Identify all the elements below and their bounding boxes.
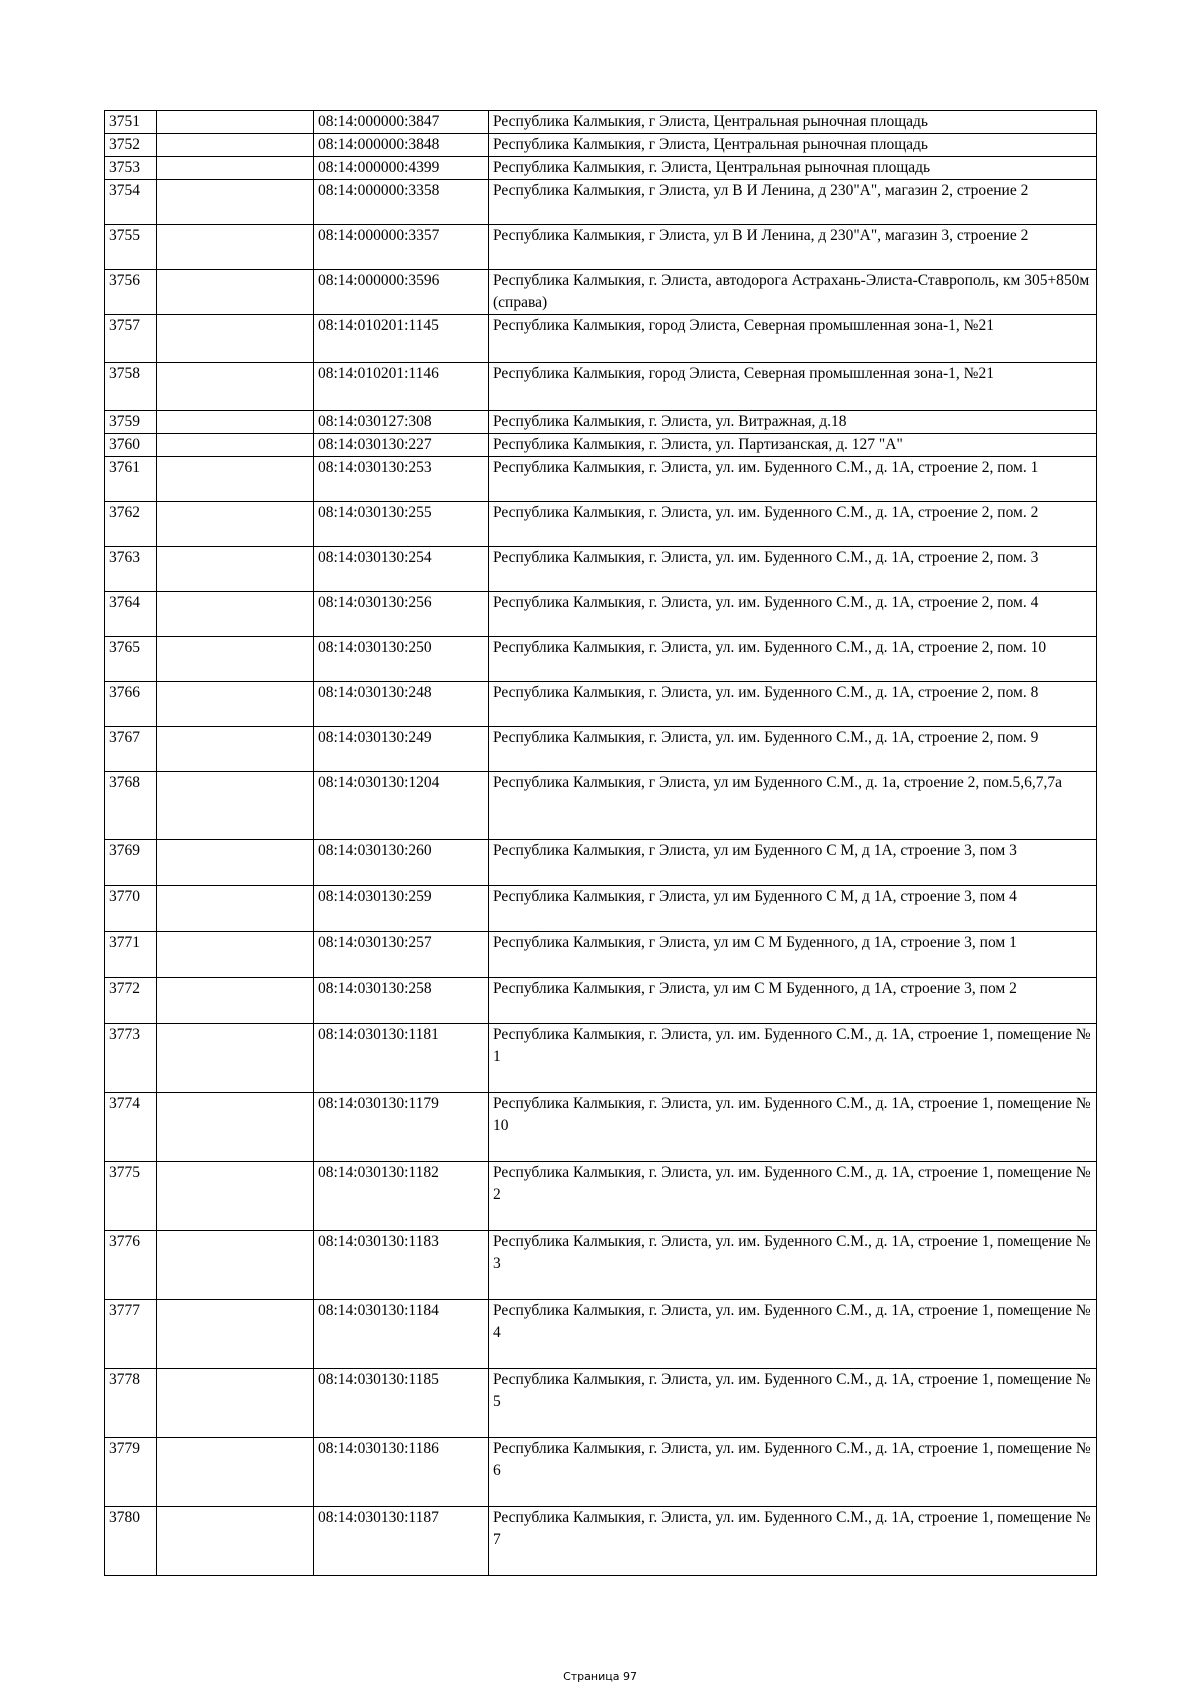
table-row [105, 134, 1097, 157]
address-cell: Республика Калмыкия, г Элиста, ул им Буденного С М, д 1А, строение 3, пом 4 [489, 886, 1097, 932]
empty-cell [157, 1093, 314, 1162]
cadastral-number-cell: 08:14:010201:1145 [314, 315, 489, 363]
address-cell: Республика Калмыкия, г Элиста, ул В И Ленина, д 230"А", магазин 2, строение 2 [489, 180, 1097, 225]
table-row [105, 1438, 1097, 1507]
address-cell: Республика Калмыкия, г. Элиста, ул. им. Буденного С.М., д. 1А, строение 2, пом. 1 [489, 457, 1097, 502]
row-number-cell: 3771 [105, 932, 157, 978]
empty-cell [157, 772, 314, 840]
empty-cell [157, 111, 314, 134]
empty-cell [157, 1438, 314, 1507]
empty-cell [157, 1369, 314, 1438]
row-number-cell: 3758 [105, 363, 157, 411]
table-row [105, 772, 1097, 840]
row-number-cell: 3777 [105, 1300, 157, 1369]
cadastral-number-cell: 08:14:030130:260 [314, 840, 489, 886]
empty-cell [157, 978, 314, 1024]
table-row [105, 592, 1097, 637]
cadastral-number-cell: 08:14:030130:1182 [314, 1162, 489, 1231]
address-cell: Республика Калмыкия, г. Элиста, Центральная рыночная площадь [489, 157, 1097, 180]
row-number-cell: 3753 [105, 157, 157, 180]
empty-cell [157, 157, 314, 180]
address-cell: Республика Калмыкия, г Элиста, ул В И Ленина, д 230"А", магазин 3, строение 2 [489, 225, 1097, 270]
row-number-cell: 3779 [105, 1438, 157, 1507]
address-cell: Республика Калмыкия, г. Элиста, ул. им. Буденного С.М., д. 1А, строение 1, помещение № 5 [489, 1369, 1097, 1438]
row-number-cell: 3775 [105, 1162, 157, 1231]
cadastral-number-cell: 08:14:030130:1186 [314, 1438, 489, 1507]
table-row [105, 637, 1097, 682]
cadastral-number-cell: 08:14:000000:3847 [314, 111, 489, 134]
table-row [105, 727, 1097, 772]
empty-cell [157, 840, 314, 886]
table-row [105, 225, 1097, 270]
address-cell: Республика Калмыкия, г. Элиста, автодорога Астрахань-Элиста-Ставрополь, км 305+850м (справа) [489, 270, 1097, 315]
empty-cell [157, 547, 314, 592]
cadastral-number-cell: 08:14:030130:1184 [314, 1300, 489, 1369]
empty-cell [157, 411, 314, 434]
empty-cell [157, 225, 314, 270]
row-number-cell: 3765 [105, 637, 157, 682]
row-number-cell: 3759 [105, 411, 157, 434]
table-row [105, 180, 1097, 225]
cadastral-number-cell: 08:14:030130:259 [314, 886, 489, 932]
table-row [105, 886, 1097, 932]
empty-cell [157, 270, 314, 315]
address-cell: Республика Калмыкия, г. Элиста, ул. им. Буденного С.М., д. 1А, строение 1, помещение № 2 [489, 1162, 1097, 1231]
row-number-cell: 3770 [105, 886, 157, 932]
empty-cell [157, 1162, 314, 1231]
cadastral-number-cell: 08:14:030130:1185 [314, 1369, 489, 1438]
address-cell: Республика Калмыкия, г. Элиста, ул. им. Буденного С.М., д. 1А, строение 2, пом. 2 [489, 502, 1097, 547]
table-row [105, 1300, 1097, 1369]
row-number-cell: 3752 [105, 134, 157, 157]
address-cell: Республика Калмыкия, г Элиста, Центральная рыночная площадь [489, 111, 1097, 134]
row-number-cell: 3773 [105, 1024, 157, 1093]
cadastral-number-cell: 08:14:030127:308 [314, 411, 489, 434]
row-number-cell: 3763 [105, 547, 157, 592]
empty-cell [157, 932, 314, 978]
row-number-cell: 3762 [105, 502, 157, 547]
table-row [105, 932, 1097, 978]
property-table [104, 110, 1097, 1576]
table-row [105, 363, 1097, 411]
cadastral-number-cell: 08:14:030130:1187 [314, 1507, 489, 1576]
address-cell: Республика Калмыкия, г. Элиста, ул. им. Буденного С.М., д. 1А, строение 1, помещение № 7 [489, 1507, 1097, 1576]
row-number-cell: 3774 [105, 1093, 157, 1162]
row-number-cell: 3769 [105, 840, 157, 886]
cadastral-number-cell: 08:14:000000:3357 [314, 225, 489, 270]
empty-cell [157, 134, 314, 157]
cadastral-number-cell: 08:14:030130:250 [314, 637, 489, 682]
cadastral-number-cell: 08:14:030130:256 [314, 592, 489, 637]
empty-cell [157, 637, 314, 682]
empty-cell [157, 1507, 314, 1576]
empty-cell [157, 434, 314, 457]
address-cell: Республика Калмыкия, г. Элиста, ул. им. Буденного С.М., д. 1А, строение 2, пом. 10 [489, 637, 1097, 682]
address-cell: Республика Калмыкия, г. Элиста, ул. им. Буденного С.М., д. 1А, строение 1, помещение № 10 [489, 1093, 1097, 1162]
address-cell: Республика Калмыкия, г Элиста, ул им С М Буденного, д 1А, строение 3, пом 2 [489, 978, 1097, 1024]
row-number-cell: 3754 [105, 180, 157, 225]
table-row [105, 434, 1097, 457]
table-row [105, 1369, 1097, 1438]
empty-cell [157, 363, 314, 411]
address-cell: Республика Калмыкия, город Элиста, Северная промышленная зона-1, №21 [489, 315, 1097, 363]
address-cell: Республика Калмыкия, г. Элиста, ул. им. Буденного С.М., д. 1А, строение 1, помещение № 3 [489, 1231, 1097, 1300]
cadastral-number-cell: 08:14:000000:4399 [314, 157, 489, 180]
address-cell: Республика Калмыкия, г. Элиста, ул. им. Буденного С.М., д. 1А, строение 1, помещение № 4 [489, 1300, 1097, 1369]
table-row [105, 978, 1097, 1024]
table-row [105, 547, 1097, 592]
row-number-cell: 3772 [105, 978, 157, 1024]
row-number-cell: 3767 [105, 727, 157, 772]
table-row [105, 1507, 1097, 1576]
empty-cell [157, 315, 314, 363]
cadastral-number-cell: 08:14:000000:3596 [314, 270, 489, 315]
empty-cell [157, 886, 314, 932]
address-cell: Республика Калмыкия, г. Элиста, ул. им. Буденного С.М., д. 1А, строение 2, пом. 3 [489, 547, 1097, 592]
cadastral-number-cell: 08:14:030130:1204 [314, 772, 489, 840]
table-row [105, 411, 1097, 434]
row-number-cell: 3768 [105, 772, 157, 840]
cadastral-number-cell: 08:14:030130:227 [314, 434, 489, 457]
cadastral-number-cell: 08:14:030130:258 [314, 978, 489, 1024]
table-row [105, 840, 1097, 886]
empty-cell [157, 502, 314, 547]
table-row [105, 1093, 1097, 1162]
address-cell: Республика Калмыкия, г Элиста, ул им С М Буденного, д 1А, строение 3, пом 1 [489, 932, 1097, 978]
row-number-cell: 3756 [105, 270, 157, 315]
address-cell: Республика Калмыкия, г. Элиста, ул. им. Буденного С.М., д. 1А, строение 2, пом. 4 [489, 592, 1097, 637]
address-cell: Республика Калмыкия, г. Элиста, ул. им. Буденного С.М., д. 1А, строение 2, пом. 9 [489, 727, 1097, 772]
row-number-cell: 3751 [105, 111, 157, 134]
table-row [105, 457, 1097, 502]
cadastral-number-cell: 08:14:030130:248 [314, 682, 489, 727]
cadastral-number-cell: 08:14:030130:1179 [314, 1093, 489, 1162]
cadastral-number-cell: 08:14:030130:253 [314, 457, 489, 502]
cadastral-number-cell: 08:14:000000:3848 [314, 134, 489, 157]
cadastral-number-cell: 08:14:030130:255 [314, 502, 489, 547]
row-number-cell: 3778 [105, 1369, 157, 1438]
row-number-cell: 3757 [105, 315, 157, 363]
row-number-cell: 3776 [105, 1231, 157, 1300]
empty-cell [157, 1024, 314, 1093]
address-cell: Республика Калмыкия, г. Элиста, ул. им. Буденного С.М., д. 1А, строение 1, помещение № 1 [489, 1024, 1097, 1093]
table-row [105, 157, 1097, 180]
address-cell: Республика Калмыкия, город Элиста, Северная промышленная зона-1, №21 [489, 363, 1097, 411]
row-number-cell: 3764 [105, 592, 157, 637]
empty-cell [157, 180, 314, 225]
address-cell: Республика Калмыкия, г Элиста, Центральная рыночная площадь [489, 134, 1097, 157]
table-row [105, 111, 1097, 134]
table-row [105, 502, 1097, 547]
table-row [105, 270, 1097, 315]
address-cell: Республика Калмыкия, г. Элиста, ул. Витражная, д.18 [489, 411, 1097, 434]
empty-cell [157, 1231, 314, 1300]
empty-cell [157, 682, 314, 727]
cadastral-number-cell: 08:14:030130:254 [314, 547, 489, 592]
cadastral-number-cell: 08:14:030130:1183 [314, 1231, 489, 1300]
address-cell: Республика Калмыкия, г. Элиста, ул. Партизанская, д. 127 "А" [489, 434, 1097, 457]
empty-cell [157, 457, 314, 502]
empty-cell [157, 592, 314, 637]
empty-cell [157, 727, 314, 772]
table-body [105, 111, 1097, 1576]
row-number-cell: 3761 [105, 457, 157, 502]
table-row [105, 1024, 1097, 1093]
table-row [105, 315, 1097, 363]
address-cell: Республика Калмыкия, г. Элиста, ул. им. Буденного С.М., д. 1А, строение 1, помещение № 6 [489, 1438, 1097, 1507]
page-number: Страница 97 [563, 1670, 637, 1683]
table-row [105, 682, 1097, 727]
cadastral-number-cell: 08:14:030130:257 [314, 932, 489, 978]
cadastral-number-cell: 08:14:030130:1181 [314, 1024, 489, 1093]
address-cell: Республика Калмыкия, г Элиста, ул им Буденного С М, д 1А, строение 3, пом 3 [489, 840, 1097, 886]
row-number-cell: 3755 [105, 225, 157, 270]
table-row [105, 1231, 1097, 1300]
empty-cell [157, 1300, 314, 1369]
row-number-cell: 3766 [105, 682, 157, 727]
row-number-cell: 3760 [105, 434, 157, 457]
address-cell: Республика Калмыкия, г Элиста, ул им Буденного С.М., д. 1а, строение 2, пом.5,6,7,7а [489, 772, 1097, 840]
cadastral-number-cell: 08:14:030130:249 [314, 727, 489, 772]
address-cell: Республика Калмыкия, г. Элиста, ул. им. Буденного С.М., д. 1А, строение 2, пом. 8 [489, 682, 1097, 727]
row-number-cell: 3780 [105, 1507, 157, 1576]
table-row [105, 1162, 1097, 1231]
cadastral-number-cell: 08:14:010201:1146 [314, 363, 489, 411]
cadastral-number-cell: 08:14:000000:3358 [314, 180, 489, 225]
